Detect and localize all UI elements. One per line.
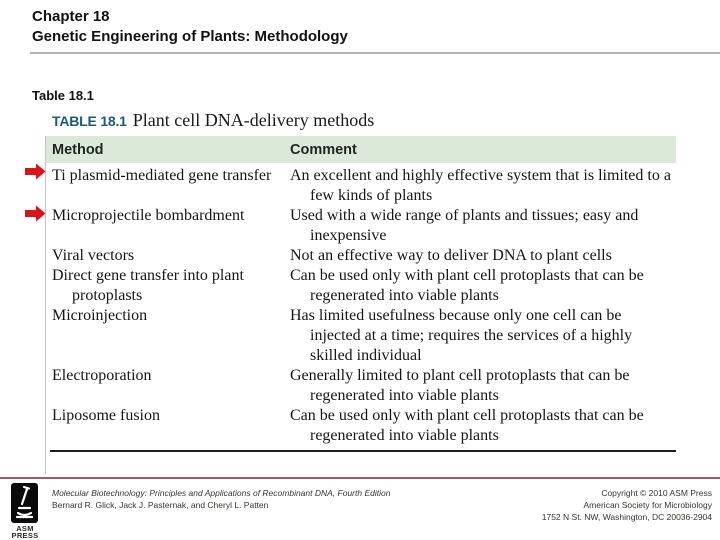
table-left-edge-line [45, 136, 46, 474]
table-reference-label: Table 18.1 [32, 88, 94, 103]
logo-text-line1: ASM [16, 524, 34, 533]
slide-subtitle: Genetic Engineering of Plants: Methodology [32, 28, 348, 45]
book-title: Molecular Biotechnology: Principles and Applications of Recombinant DNA, Fourth Edition [52, 488, 391, 498]
column-header-comment: Comment [290, 141, 357, 158]
asm-press-logo [11, 483, 38, 523]
copyright-line: Copyright © 2010 ASM Press [601, 488, 712, 498]
table-row [45, 266, 676, 306]
red-arrow-icon [25, 163, 46, 180]
header-divider [30, 52, 720, 54]
chapter-title: Chapter 18 [32, 8, 110, 25]
table-row [45, 166, 676, 206]
microscope-icon [11, 483, 38, 523]
comment-cell: Used with a wide range of plants and tissues; easy and inexpensive [290, 207, 639, 244]
table-row [45, 246, 676, 266]
red-arrow-icon [25, 205, 46, 222]
table-caption-title: Plant cell DNA-delivery methods [132, 110, 375, 130]
table-row [45, 366, 676, 406]
table-header-row [45, 136, 676, 163]
comment-cell: Can be used only with plant cell protoplasts that can be regenerated into viable plants [290, 267, 644, 304]
method-cell: Ti plasmid-mediated gene transfer [52, 167, 272, 184]
column-header-method: Method [52, 141, 104, 158]
table-caption-label: TABLE 18.1 [52, 113, 127, 129]
footer-divider [0, 477, 720, 479]
comment-cell: An excellent and highly effective system that is limited to a few kinds of plants [290, 167, 671, 204]
comment-cell: Has limited usefulness because only one cell can be injected at a time; requires the services of a highly skilled individual [290, 307, 633, 364]
comment-cell: Can be used only with plant cell protoplasts that can be regenerated into viable plants [290, 407, 644, 444]
method-cell: Microprojectile bombardment [52, 207, 245, 224]
table-figure [45, 110, 676, 452]
copyright-line: American Society for Microbiology [583, 500, 712, 510]
copyright-line: 1752 N St. NW, Washington, DC 20036-2904 [541, 512, 712, 522]
copyright-block [412, 487, 712, 523]
book-citation [52, 487, 452, 511]
table-row [45, 306, 676, 366]
method-cell: Viral vectors [52, 247, 135, 264]
method-cell: Microinjection [52, 307, 148, 324]
logo-text-line2: PRESS [11, 531, 39, 540]
table-row [45, 206, 676, 246]
method-cell: Direct gene transfer into plant protoplasts [52, 267, 244, 304]
comment-cell: Not an effective way to deliver DNA to plant cells [290, 247, 612, 264]
table-row [45, 406, 676, 446]
method-cell: Electroporation [52, 367, 152, 384]
comment-cell: Generally limited to plant cell protoplasts that can be regenerated into viable plants [290, 367, 630, 404]
book-authors: Bernard R. Glick, Jack J. Pasternak, and Cheryl L. Patten [52, 500, 269, 510]
method-cell: Liposome fusion [52, 407, 160, 424]
table-caption [45, 110, 676, 136]
table-body [45, 163, 676, 446]
asm-press-logo-text [8, 525, 42, 539]
table-bottom-rule [50, 450, 676, 452]
